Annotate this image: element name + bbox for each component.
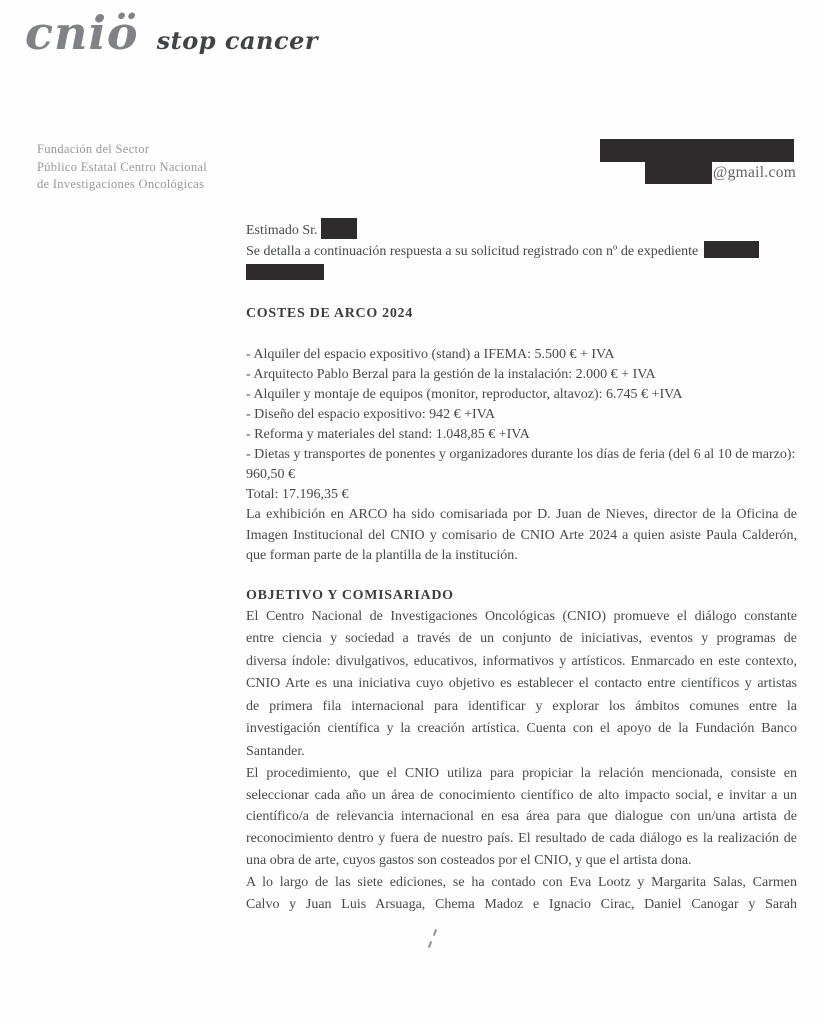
section-title-costes: COSTES DE ARCO 2024 xyxy=(246,306,413,321)
recipient-email xyxy=(645,161,796,184)
salutation xyxy=(246,218,797,241)
redacted-recipient-name xyxy=(600,139,794,162)
scan-artifact xyxy=(433,929,437,936)
email-domain: @gmail.com xyxy=(713,163,797,181)
paragraph-ediciones: A lo largo de las siete ediciones, se ha contado con Eva Lootz y Margarita Salas, Carmen Calvo y Juan Luis Arsuaga, Chema Madoz e Ignacio Cirac, Daniel Canogar y Sarah xyxy=(246,874,797,912)
cost-item-dietas: - Dietas y transportes de ponentes y organizadores durante los días de feria (del 6 al 10 de marzo): 960,50 € xyxy=(246,447,796,482)
scan-artifact xyxy=(428,941,432,948)
redacted-email-user xyxy=(645,161,712,184)
cost-item-equipos: - Alquiler y montaje de equipos (monitor, reproductor, altavoz): 6.745 € +IVA xyxy=(246,387,683,402)
logo-tagline: stop cancer xyxy=(156,26,318,55)
sender-address xyxy=(37,141,257,194)
cnio-logo: cniö xyxy=(25,6,139,60)
redacted-expediente-number-2 xyxy=(246,264,324,280)
salutation-text: Estimado Sr. xyxy=(246,223,318,238)
cost-item-arquitecto: - Arquitecto Pablo Berzal para la gestión de la instalación: 2.000 € + IVA xyxy=(246,367,656,382)
sender-line-1: Fundación del Sector xyxy=(37,142,150,156)
cost-item-stand: - Alquiler del espacio expositivo (stand) a IFEMA: 5.500 € + IVA xyxy=(246,347,615,362)
paragraph-comisariado: La exhibición en ARCO ha sido comisariada por D. Juan de Nieves, director de la Oficina de Imagen Institucional del CNIO y comisario de CNIO Arte 2024 a quien asiste Paula Calderón, que forman parte de la plantilla de la institución. xyxy=(246,507,797,563)
section-title-objetivo: OBJETIVO Y COMISARIADO xyxy=(246,587,454,603)
paragraph-procedimiento: El procedimiento, que el CNIO utiliza para propiciar la relación mencionada, consiste en seleccionar cada año un área de conocimiento científico de alto impacto social, e invitar a un científico/a de relevancia internacional en esa área para que dialogue con un/una artista de reconocimiento dentro y fuera de nuestro país. El resultado de cada diálogo es la realización de una obra de arte, cuyos gastos son costeados por el CNIO, y que el artista dona. xyxy=(246,766,797,868)
intro-paragraph xyxy=(246,241,797,287)
cost-list xyxy=(246,345,797,505)
sender-line-2: Público Estatal Centro Nacional xyxy=(37,159,208,174)
intro-text: Se detalla a continuación respuesta a su solicitud registrado con nº de expediente xyxy=(246,244,699,259)
redacted-expediente-number xyxy=(704,241,759,258)
cost-item-diseno: - Diseño del espacio expositivo: 942 € +IVA xyxy=(246,407,496,422)
letterhead xyxy=(25,8,318,59)
redacted-salutation-name xyxy=(321,218,357,239)
paragraph-objetivo: El Centro Nacional de Investigaciones Oncológicas (CNIO) promueve el diálogo constante entre ciencia y sociedad a través de un conjunto de iniciativas, eventos y programas de diversa índole: divulgativos, educativos, informativos y artísticos. Enmarcado en este contexto, CNIO Arte es una iniciativa cuyo objetivo es establecer el contacto entre científicos y artistas de primera fila internacional para identificar y explorar los ámbitos comunes entre la investigación científica y la creación artística. Cuenta con el apoyo de la Fundación Banco Santander. xyxy=(246,608,797,759)
letter-body xyxy=(246,218,797,916)
cost-item-reforma: - Reforma y materiales del stand: 1.048,85 € +IVA xyxy=(246,427,530,442)
total-line: Total: 17.196,35 € xyxy=(246,487,349,502)
sender-line-3: de Investigaciones Oncológicas xyxy=(37,177,205,191)
